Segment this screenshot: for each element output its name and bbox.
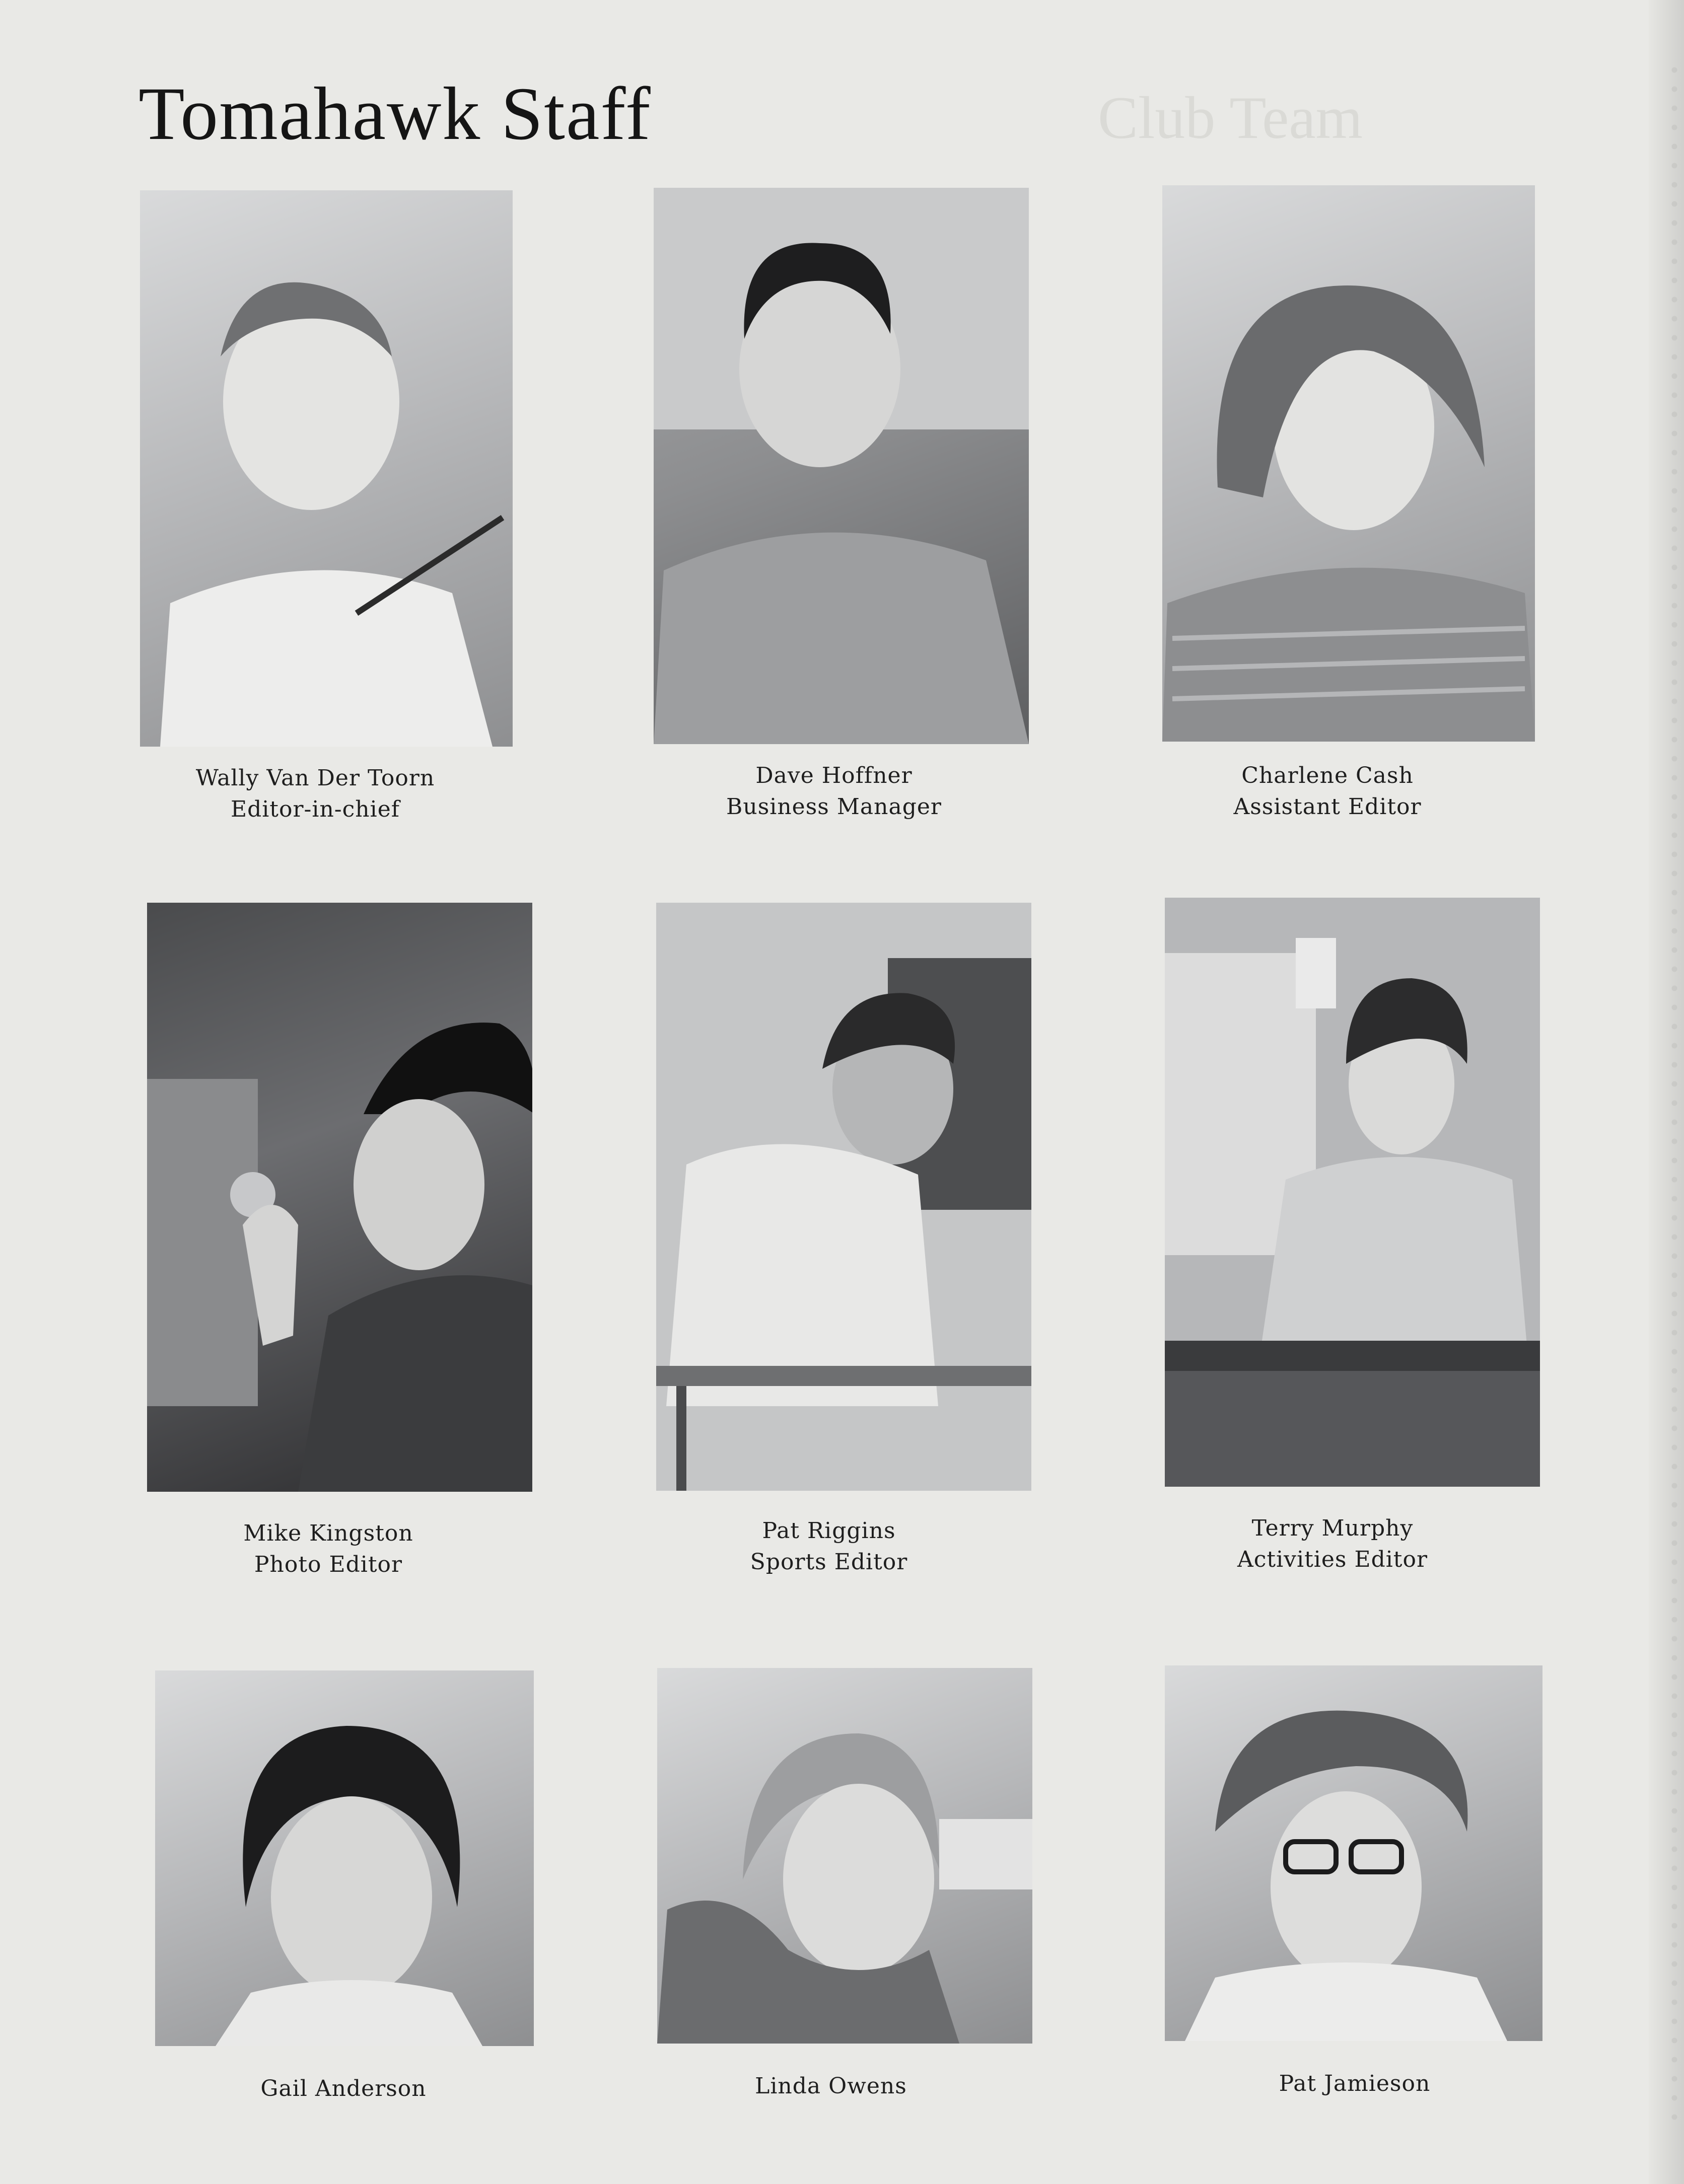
staff-caption-3 [1101, 760, 1554, 823]
staff-name: Pat Riggins [762, 1518, 896, 1544]
portrait-photo-7 [155, 1670, 534, 2046]
staff-name: Terry Murphy [1251, 1515, 1414, 1541]
staff-name: Dave Hoffner [755, 763, 913, 788]
portrait-photo-5 [656, 903, 1031, 1491]
staff-name: Pat Jamieson [1279, 2071, 1431, 2096]
staff-caption-7 [117, 2073, 570, 2104]
staff-role: Sports Editor [750, 1549, 908, 1575]
portrait-photo-3 [1162, 185, 1535, 742]
staff-name: Wally Van Der Toorn [195, 765, 435, 791]
staff-caption-5 [602, 1515, 1056, 1578]
staff-caption-6 [1106, 1513, 1559, 1575]
staff-name: Linda Owens [755, 2073, 907, 2099]
staff-role: Assistant Editor [1233, 794, 1422, 820]
staff-caption-8 [604, 2071, 1058, 2102]
portrait-photo-8 [657, 1668, 1032, 2044]
page-binding-edge [1649, 0, 1684, 2184]
binding-holes [1671, 60, 1678, 2125]
show-through-text: Club Team [1098, 84, 1363, 151]
staff-caption-9 [1128, 2068, 1581, 2099]
staff-role: Editor-in-chief [230, 796, 400, 822]
portrait-photo-1 [140, 190, 513, 747]
portrait-photo-9 [1165, 1665, 1542, 2041]
portrait-photo-4 [147, 903, 532, 1492]
portrait-photo-6 [1165, 898, 1540, 1487]
staff-role: Business Manager [726, 794, 942, 820]
staff-name: Gail Anderson [260, 2076, 427, 2101]
staff-role: Activities Editor [1237, 1547, 1428, 1572]
staff-caption-4 [102, 1518, 555, 1580]
staff-name: Mike Kingston [243, 1520, 413, 1546]
staff-caption-2 [607, 760, 1061, 823]
page-title: Tomahawk Staff [138, 72, 652, 156]
staff-name: Charlene Cash [1241, 763, 1414, 788]
staff-role: Photo Editor [254, 1552, 403, 1577]
portrait-photo-2 [654, 188, 1029, 744]
staff-caption-1 [89, 763, 542, 825]
